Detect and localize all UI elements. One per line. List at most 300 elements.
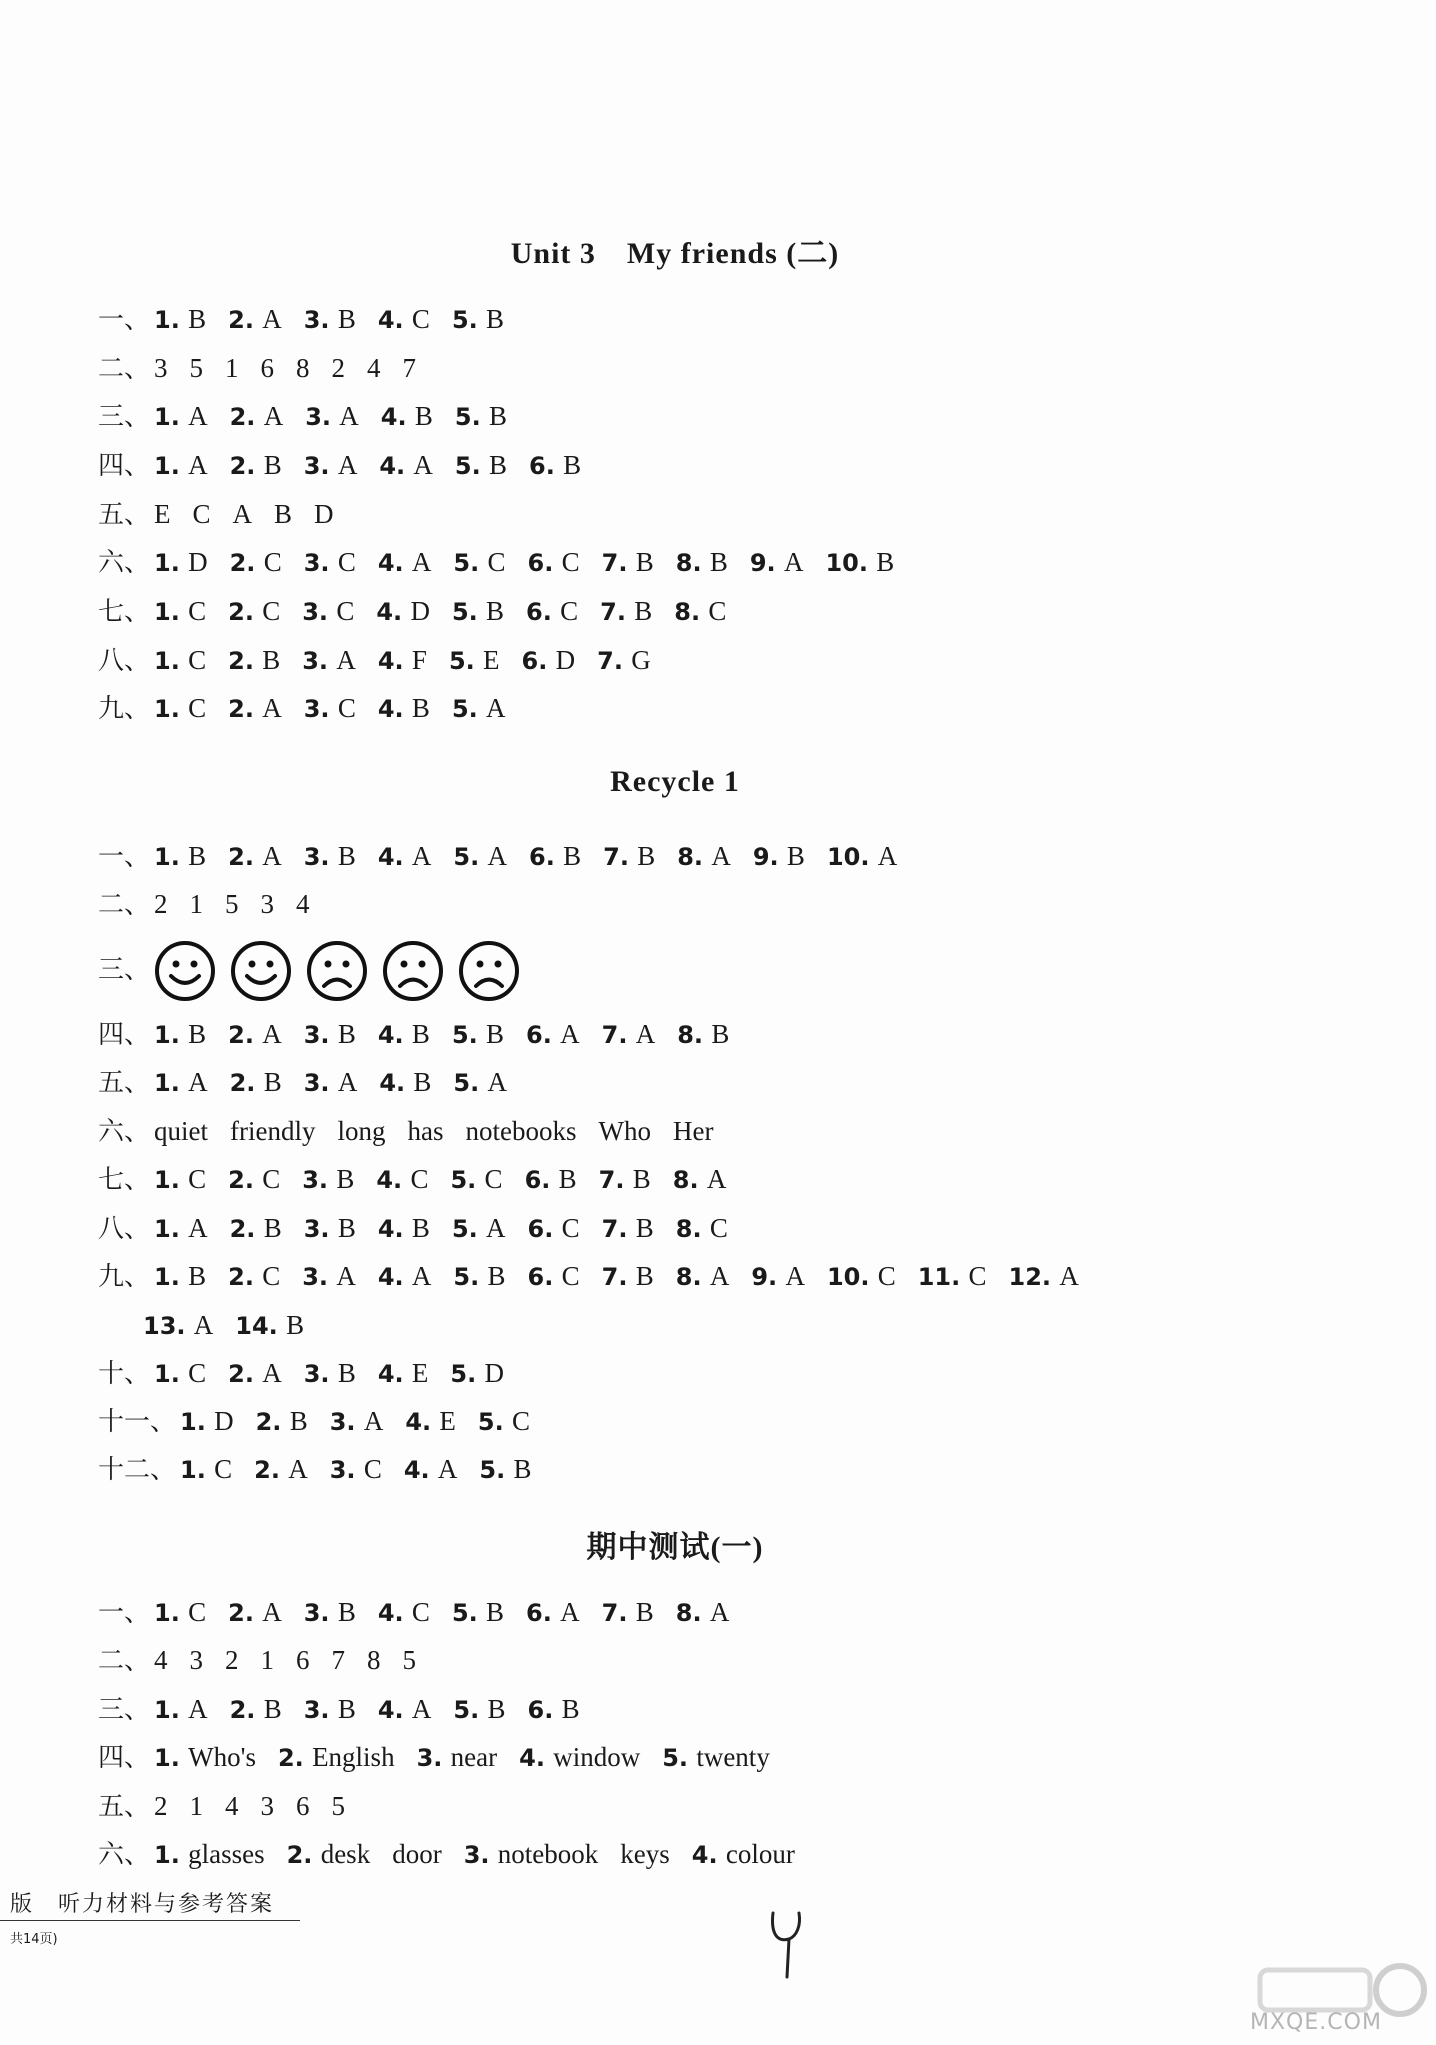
item-number: 3.: [303, 1599, 330, 1627]
answer-value: A: [486, 693, 506, 723]
answer-item: [304, 1598, 356, 1628]
item-number: 5.: [451, 598, 478, 626]
answer-item: [154, 354, 168, 384]
answer-item: [464, 1840, 599, 1870]
question-label: 九、: [98, 694, 151, 724]
answer-value: 2: [331, 353, 346, 383]
item-number: 1.: [154, 403, 180, 431]
answer-row: [98, 1114, 735, 1149]
answer-item: [602, 548, 654, 578]
item-number: 2.: [255, 1408, 282, 1436]
answer-value: 1: [260, 1645, 275, 1675]
answer-item: [304, 451, 358, 481]
answer-item: [378, 646, 427, 676]
answer-item: [154, 500, 171, 530]
item-number: 6.: [529, 843, 555, 871]
answer-value: B: [188, 841, 207, 871]
answer-value: B: [337, 1213, 356, 1243]
item-number: 8.: [675, 1599, 702, 1627]
answer-item: [403, 354, 417, 384]
answer-item: [154, 890, 168, 920]
answer-item: [367, 354, 381, 384]
item-number: 4.: [376, 598, 403, 626]
question-label: 九、: [98, 1262, 151, 1292]
answer-item: [154, 1743, 256, 1773]
question-label: 四、: [98, 1743, 151, 1773]
answer-value: C: [188, 1597, 207, 1627]
answer-item: [330, 1407, 384, 1437]
answer-item: [302, 597, 354, 627]
item-number: 3.: [329, 1456, 356, 1484]
answer-item: [225, 1792, 239, 1822]
item-number: 8.: [677, 843, 704, 871]
item-number: 1.: [154, 1215, 180, 1243]
answer-item: [367, 1646, 381, 1676]
answer-value: A: [411, 841, 432, 871]
answer-value: B: [337, 1019, 356, 1049]
answer-value: 1: [225, 353, 239, 383]
answer-value: B: [411, 1213, 430, 1243]
sad-face-icon: [458, 940, 520, 1002]
answer-value: C: [336, 596, 355, 626]
answer-value: B: [263, 1213, 282, 1243]
answer-value: 1: [189, 889, 204, 919]
answer-item: [261, 1792, 275, 1822]
question-label: 六、: [98, 548, 151, 578]
smiley-face-icon: [230, 940, 292, 1002]
item-number: 3.: [302, 647, 329, 675]
answer-value: A: [709, 1261, 730, 1291]
answer-value: C: [262, 1164, 281, 1194]
answer-value: C: [188, 693, 207, 723]
answer-value: A: [262, 841, 282, 871]
answer-item: [603, 842, 655, 872]
answer-item: [304, 842, 356, 872]
answer-item: [332, 354, 346, 384]
answer-item: [452, 694, 506, 724]
answer-value: colour: [725, 1839, 795, 1869]
answer-item: [825, 548, 894, 578]
answer-value: B: [634, 596, 653, 626]
item-number: 3.: [305, 403, 332, 431]
answer-item: [676, 548, 728, 578]
answer-item: [228, 842, 282, 872]
item-number: 5.: [453, 1069, 480, 1097]
answer-value: A: [560, 1019, 580, 1049]
item-number: 2.: [229, 403, 256, 431]
answer-item: [378, 694, 430, 724]
item-number: 4.: [377, 647, 404, 675]
answer-item: [154, 548, 208, 578]
question-label: 十、: [98, 1359, 151, 1389]
answer-item: [602, 1598, 654, 1628]
answer-item: [304, 1359, 356, 1389]
answer-item: [602, 1020, 656, 1050]
item-number: 10.: [826, 1263, 870, 1291]
answer-row: [98, 1017, 751, 1052]
item-number: 1.: [154, 549, 180, 577]
answer-value: C: [708, 596, 727, 626]
answer-item: [455, 451, 507, 481]
answer-value: has: [407, 1116, 444, 1146]
question-label: 七、: [98, 597, 151, 627]
answer-item: [529, 451, 581, 481]
answer-item: [528, 1695, 580, 1725]
item-number: 6.: [529, 452, 555, 480]
answer-value: Her: [673, 1116, 714, 1146]
footer-title: 版 听力材料与参考答案: [10, 1892, 275, 1917]
answer-item: [450, 1165, 502, 1195]
section-heading: Unit 3 My friends (二): [510, 237, 840, 270]
answer-item: [225, 890, 239, 920]
answer-item: [676, 1598, 730, 1628]
section-heading: 期中测试(一): [586, 1531, 764, 1564]
answer-item: [304, 305, 356, 335]
answer-item: [392, 1840, 442, 1870]
item-number: 1.: [180, 1408, 206, 1436]
item-number: 10.: [826, 843, 870, 871]
item-number: 6.: [527, 1215, 554, 1243]
question-label: 十一、: [98, 1407, 177, 1437]
item-number: 1.: [154, 1744, 180, 1772]
item-number: 7.: [601, 1599, 628, 1627]
answer-item: [692, 1840, 795, 1870]
answer-item: [676, 1214, 728, 1244]
answer-row: [98, 1789, 367, 1824]
question-label: 十二、: [98, 1455, 177, 1485]
answer-value: A: [411, 547, 432, 577]
item-number: 3.: [416, 1744, 443, 1772]
answer-item: [154, 1262, 206, 1292]
answer-row: [98, 940, 534, 1002]
answer-item: [526, 597, 578, 627]
answer-item: [602, 1214, 654, 1244]
question-label: 三、: [98, 955, 151, 985]
item-number: 6.: [526, 598, 552, 626]
answer-value: B: [489, 450, 508, 480]
footer-page-count: 共14页): [10, 1932, 58, 1947]
answer-value: A: [877, 841, 898, 871]
answer-item: [228, 694, 282, 724]
answer-value: friendly: [230, 1116, 316, 1146]
item-number: 1.: [154, 306, 180, 334]
answer-value: A: [560, 1597, 580, 1627]
answer-item: [304, 1068, 358, 1098]
answer-item: [602, 1262, 654, 1292]
answer-row: [98, 1643, 438, 1678]
answer-value: A: [188, 1694, 208, 1724]
answer-row: [98, 1259, 1101, 1294]
answer-value: 7: [402, 353, 417, 383]
answer-item: [228, 1020, 282, 1050]
answer-value: C: [877, 1261, 896, 1291]
answer-value: 1: [189, 1791, 204, 1821]
item-number: 7.: [601, 1021, 628, 1049]
answer-value: A: [188, 1067, 208, 1097]
answer-row: [98, 643, 673, 678]
answer-item: [378, 548, 432, 578]
item-number: 6.: [527, 549, 554, 577]
item-number: 6.: [527, 1263, 554, 1291]
item-number: 7.: [601, 1263, 628, 1291]
item-number: 8.: [675, 1263, 702, 1291]
answer-value: A: [262, 304, 282, 334]
item-number: 1.: [154, 1696, 180, 1724]
item-number: 4.: [377, 1696, 404, 1724]
answer-value: 4: [225, 1791, 239, 1821]
answer-value: B: [337, 1597, 356, 1627]
answer-value: C: [188, 1358, 207, 1388]
answer-item: [753, 842, 805, 872]
answer-value: notebooks: [465, 1116, 577, 1146]
item-number: 6.: [521, 647, 548, 675]
answer-value: C: [188, 645, 207, 675]
item-number: 3.: [463, 1841, 490, 1869]
item-number: 4.: [377, 695, 404, 723]
answer-value: A: [288, 1454, 308, 1484]
item-number: 2.: [228, 843, 254, 871]
item-number: 5.: [451, 1021, 478, 1049]
answer-value: C: [484, 1164, 503, 1194]
item-number: 2.: [229, 549, 256, 577]
answer-value: C: [560, 596, 579, 626]
answer-item: [379, 1068, 431, 1098]
answer-value: A: [232, 499, 253, 529]
answer-item: [376, 597, 430, 627]
answer-item: [378, 1359, 429, 1389]
answer-item: [230, 451, 282, 481]
answer-item: [1009, 1262, 1079, 1292]
answer-value: 3: [260, 1791, 275, 1821]
answer-value: A: [263, 401, 284, 431]
answer-row: [98, 399, 529, 434]
answer-value: A: [188, 1213, 208, 1243]
answer-value: E: [411, 1358, 429, 1388]
answer-item: [452, 1598, 504, 1628]
answer-row: [98, 1740, 792, 1775]
answer-item: [304, 1020, 356, 1050]
answer-value: E: [439, 1406, 456, 1436]
item-number: 6.: [526, 1021, 552, 1049]
answer-value: B: [635, 1261, 654, 1291]
answer-value: B: [637, 841, 656, 871]
answer-item: [330, 1455, 382, 1485]
answer-item: [274, 500, 292, 530]
answer-item: [597, 646, 651, 676]
item-number: 2.: [228, 1021, 254, 1049]
answer-value: B: [336, 1164, 355, 1194]
answer-item: [154, 1359, 206, 1389]
item-number: 5.: [477, 1408, 504, 1436]
item-number: 2.: [229, 1069, 256, 1097]
answer-value: A: [411, 1261, 432, 1291]
answer-item: [302, 646, 356, 676]
answer-value: C: [337, 547, 356, 577]
answer-item: [404, 1455, 458, 1485]
answer-item: [620, 1840, 670, 1870]
answer-item: [154, 1068, 208, 1098]
answer-item: [230, 1117, 315, 1147]
question-label: 五、: [98, 1792, 151, 1822]
answer-value: 8: [367, 1645, 381, 1675]
answer-value: B: [188, 1261, 207, 1291]
answer-value: B: [411, 1019, 430, 1049]
question-label: 一、: [98, 305, 151, 335]
item-number: 3.: [302, 1166, 329, 1194]
answer-item: [378, 1020, 430, 1050]
answer-item: [599, 1117, 651, 1147]
item-number: 5.: [451, 1599, 478, 1627]
answer-value: C: [188, 596, 207, 626]
answer-value: B: [876, 547, 895, 577]
answer-item: [154, 1214, 208, 1244]
answer-value: B: [337, 1694, 356, 1724]
answer-value: B: [188, 1019, 207, 1049]
item-number: 12.: [1008, 1263, 1052, 1291]
answer-item: [230, 402, 284, 432]
answer-row: [98, 1404, 552, 1439]
item-number: 2.: [229, 1696, 256, 1724]
answer-item: [332, 1646, 346, 1676]
answer-value: B: [289, 1406, 308, 1436]
answer-value: twenty: [696, 1742, 770, 1772]
answer-item: [225, 1646, 239, 1676]
answer-item: [190, 1646, 204, 1676]
item-number: 1.: [154, 1021, 180, 1049]
answer-item: [296, 1792, 310, 1822]
item-number: 5.: [454, 452, 481, 480]
answer-item: [254, 1455, 308, 1485]
answer-value: 5: [189, 353, 204, 383]
answer-value: G: [631, 645, 651, 675]
answer-item: [378, 1695, 432, 1725]
item-number: 7.: [600, 598, 626, 626]
item-number: 2.: [228, 598, 254, 626]
answer-value: A: [262, 693, 282, 723]
answer-item: [528, 1262, 580, 1292]
answer-value: B: [337, 1358, 356, 1388]
answer-value: C: [512, 1406, 531, 1436]
answer-value: 7: [331, 1645, 346, 1675]
item-number: 3.: [303, 1696, 330, 1724]
answer-item: [453, 548, 505, 578]
answer-item: [450, 1359, 504, 1389]
answer-value: A: [785, 1261, 805, 1291]
answer-item: [918, 1262, 987, 1292]
smiley-face-icon: [154, 940, 216, 1002]
answer-item: [378, 842, 432, 872]
answer-row: [98, 1595, 751, 1630]
item-number: 4.: [405, 1408, 432, 1436]
question-label: 一、: [98, 1598, 151, 1628]
answer-item: [302, 1262, 356, 1292]
item-number: 6.: [527, 1696, 554, 1724]
answer-value: 5: [331, 1791, 346, 1821]
answer-row: [98, 1692, 602, 1727]
answer-value: A: [706, 1164, 727, 1194]
answer-value: C: [410, 1164, 429, 1194]
answer-item: [750, 548, 804, 578]
answer-value: 4: [367, 353, 381, 383]
answer-value: A: [336, 1261, 356, 1291]
question-label: 七、: [98, 1165, 151, 1195]
answer-row: [98, 448, 603, 483]
answer-value: B: [489, 401, 508, 431]
item-number: 8.: [674, 598, 701, 626]
answer-value: D: [314, 499, 334, 529]
answer-item: [296, 354, 310, 384]
answer-item: [676, 1262, 730, 1292]
answer-item: [225, 354, 239, 384]
item-number: 4.: [380, 403, 407, 431]
question-label: 四、: [98, 451, 151, 481]
answer-value: B: [635, 1213, 654, 1243]
item-number: 1.: [154, 1069, 180, 1097]
answer-value: Who: [598, 1116, 651, 1146]
answer-value: B: [263, 1067, 282, 1097]
answer-value: C: [411, 1597, 430, 1627]
item-number: 11.: [917, 1263, 961, 1291]
answer-item: [600, 597, 652, 627]
answer-value: C: [263, 547, 282, 577]
answer-value: A: [337, 450, 358, 480]
item-number: 9.: [752, 843, 779, 871]
answer-value: 4: [154, 1645, 168, 1675]
item-number: 3.: [302, 1263, 329, 1291]
item-number: 5.: [451, 1215, 478, 1243]
answer-item: [599, 1165, 651, 1195]
answer-item: [154, 402, 208, 432]
answer-value: A: [188, 450, 208, 480]
answer-value: 8: [296, 353, 310, 383]
answer-item: [332, 1792, 346, 1822]
handwritten-page-number: [765, 1905, 815, 1985]
item-number: 5.: [448, 647, 475, 675]
item-number: 3.: [303, 1021, 330, 1049]
answer-value: B: [414, 401, 433, 431]
question-label: 六、: [98, 1117, 151, 1147]
answer-value: B: [487, 1261, 506, 1291]
item-number: 4.: [377, 306, 404, 334]
question-label: 二、: [98, 354, 151, 384]
answer-value: C: [487, 547, 506, 577]
answer-value: 4: [296, 889, 310, 919]
answer-value: A: [711, 841, 731, 871]
answer-item: [261, 354, 275, 384]
answer-value: B: [337, 841, 356, 871]
answer-item: [261, 890, 275, 920]
item-number: 8.: [672, 1166, 699, 1194]
question-label: 五、: [98, 500, 151, 530]
sad-face-icon: [306, 940, 368, 1002]
answer-item: [180, 1455, 232, 1485]
answer-item: [453, 1695, 505, 1725]
answer-value: C: [561, 1261, 580, 1291]
answer-value: desk: [320, 1839, 371, 1869]
item-number: 9.: [751, 1263, 778, 1291]
answer-item: [453, 1068, 507, 1098]
question-label: 三、: [98, 1695, 151, 1725]
answer-item: [154, 1646, 168, 1676]
answer-item: [228, 1359, 282, 1389]
answer-item: [478, 1407, 530, 1437]
item-number: 2.: [277, 1744, 304, 1772]
answer-value: door: [392, 1839, 442, 1869]
item-number: 10.: [825, 549, 868, 577]
answer-item: [228, 1165, 280, 1195]
item-number: 8.: [675, 549, 702, 577]
answer-value: D: [484, 1358, 505, 1388]
